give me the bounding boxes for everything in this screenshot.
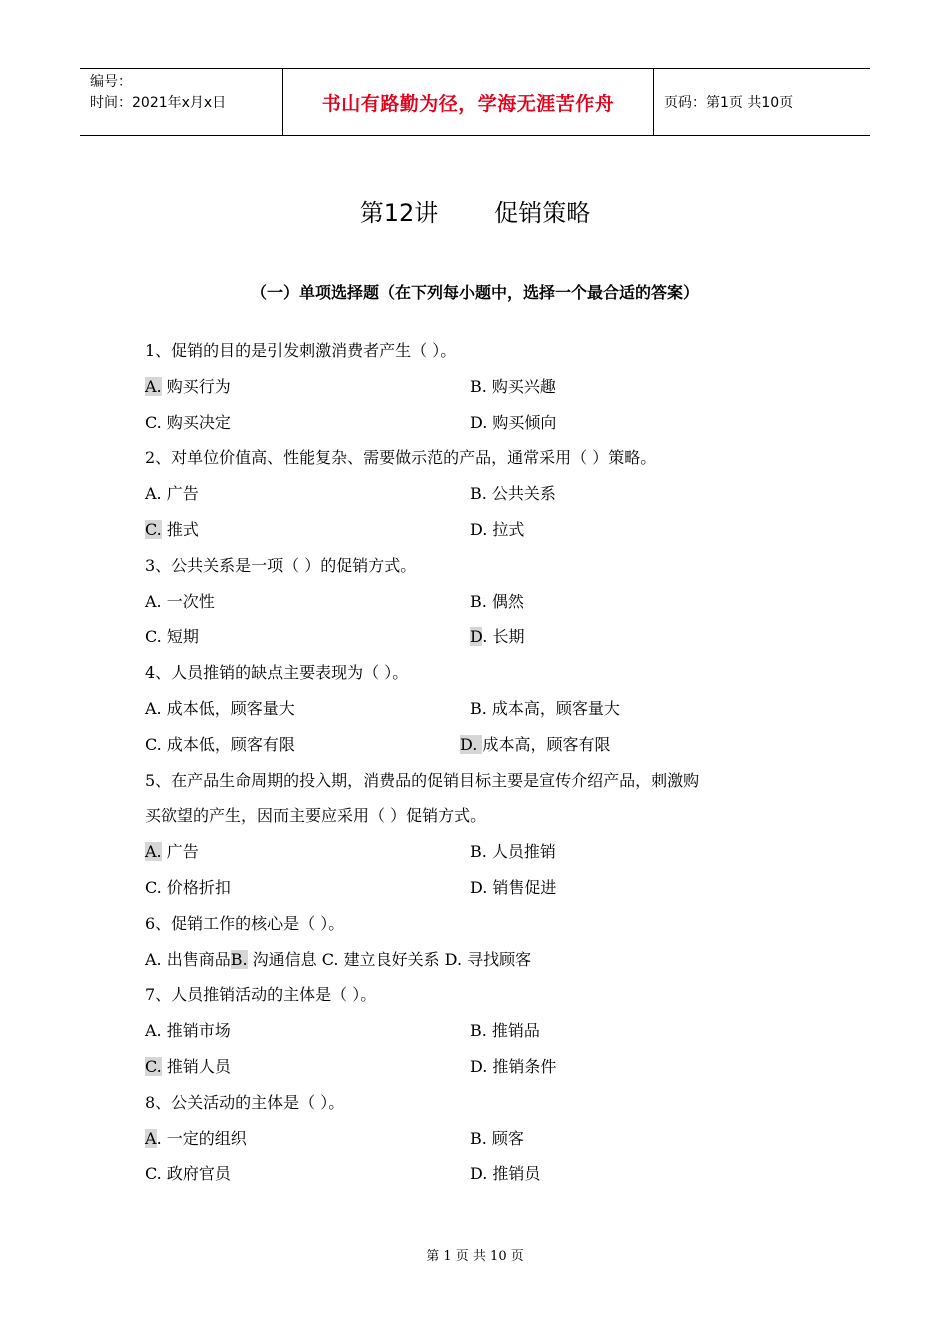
option-row <box>145 405 845 441</box>
lecture-topic: 促销策略 <box>494 199 591 227</box>
question-stem: 6、促销工作的核心是（ ）。 <box>145 913 345 933</box>
question-stem: 3、公共关系是一项（ ）的促销方式。 <box>145 555 417 575</box>
question-stem-continued: 买欲望的产生，因而主要应采用（ ）促销方式。 <box>145 806 487 826</box>
document-header <box>80 68 870 136</box>
option-a: A. 广告 <box>145 484 199 504</box>
option-c: C. 政府官员 <box>145 1164 231 1184</box>
option-a: A. 成本低，顾客量大 <box>145 698 295 718</box>
option-b: B. 购买兴趣 <box>470 376 556 396</box>
option-a: A. 一次性 <box>145 591 215 611</box>
lecture-number: 第12讲 <box>359 199 439 227</box>
question-stem: 5、在产品生命周期的投入期，消费品的促销目标主要是宣传介绍产品，刺激购 <box>145 770 700 790</box>
answer-highlight: A <box>145 1128 157 1148</box>
option-row <box>145 1049 845 1085</box>
page-info: 页码：第1页 共10页 <box>664 95 794 111</box>
motto: 书山有路勤为径，学海无涯苦作舟 <box>321 92 615 115</box>
options-inline-start: A. 出售商品 <box>145 949 231 969</box>
option-c: C. 成本低，顾客有限 <box>145 734 295 754</box>
option-b: B. 人员推销 <box>470 842 556 862</box>
question-stem: 7、人员推销活动的主体是（ ）。 <box>145 985 377 1005</box>
header-motto-cell <box>282 69 654 135</box>
header-page-info <box>654 69 870 135</box>
option-b: B. 顾客 <box>470 1128 524 1148</box>
section-heading: （一）单项选择题（在下列每小题中，选择一个最合适的答案） <box>250 283 699 302</box>
option-c: C. 推销人员 <box>145 1056 231 1076</box>
question-stem: 8、公关活动的主体是（ ）。 <box>145 1092 345 1112</box>
option-row <box>145 834 845 870</box>
answer-highlight: D. <box>460 734 483 754</box>
option-row <box>145 1156 845 1192</box>
option-d: D. 推销条件 <box>470 1056 557 1076</box>
answer-highlight: A. <box>145 842 162 862</box>
option-row <box>145 512 845 548</box>
option-row <box>145 727 845 763</box>
option-d: D. 拉式 <box>470 519 525 539</box>
option-c: C. 推式 <box>145 519 199 539</box>
answer-highlight: C. <box>145 1056 162 1076</box>
option-a: A. 广告 <box>145 842 199 862</box>
time-label: 时间：2021年x月x日 <box>90 95 227 111</box>
option-d: D. 长期 <box>470 627 525 647</box>
number-label: 编号： <box>90 74 132 90</box>
option-row <box>145 1013 845 1049</box>
option-b: B. 推销品 <box>470 1021 540 1041</box>
option-row <box>145 619 845 655</box>
option-d: D. 推销员 <box>470 1164 541 1184</box>
question-stem: 1、促销的目的是引发刺激消费者产生（ ）。 <box>145 341 457 360</box>
answer-highlight: C. <box>145 519 162 539</box>
question-stem: 2、对单位价值高、性能复杂、需要做示范的产品，通常采用（ ）策略。 <box>145 448 657 468</box>
option-row <box>145 1121 845 1157</box>
option-c: C. 短期 <box>145 627 199 647</box>
answer-highlight: A. <box>145 376 162 396</box>
option-b: B. 偶然 <box>470 591 524 611</box>
question-stem: 4、人员推销的缺点主要表现为（ ）。 <box>145 663 409 683</box>
option-c: C. 价格折扣 <box>145 877 231 897</box>
option-d: D. 购买倾向 <box>470 412 557 432</box>
option-a: A. 推销市场 <box>145 1021 231 1041</box>
question-list <box>145 333 845 1192</box>
option-row <box>145 870 845 906</box>
option-row <box>145 476 845 512</box>
page-footer: 第 1 页 共 10 页 <box>426 1249 524 1264</box>
option-row <box>145 369 845 405</box>
option-d: D. 成本高，顾客有限 <box>460 734 611 754</box>
option-a: A. 一定的组织 <box>145 1128 247 1148</box>
answer-highlight: B. <box>230 949 248 969</box>
option-row <box>145 691 845 727</box>
option-a: A. 购买行为 <box>145 376 231 396</box>
header-meta <box>80 69 282 135</box>
option-b: B. 公共关系 <box>470 484 556 504</box>
page-title <box>0 193 950 228</box>
option-b: B. 成本高，顾客量大 <box>470 698 620 718</box>
answer-highlight: D <box>470 627 483 647</box>
option-c: C. 购买决定 <box>145 412 231 432</box>
option-d: D. 销售促进 <box>470 877 557 897</box>
options-inline-end: 沟通信息 C. 建立良好关系 D. 寻找顾客 <box>247 949 532 969</box>
option-row <box>145 942 845 978</box>
option-row <box>145 584 845 620</box>
